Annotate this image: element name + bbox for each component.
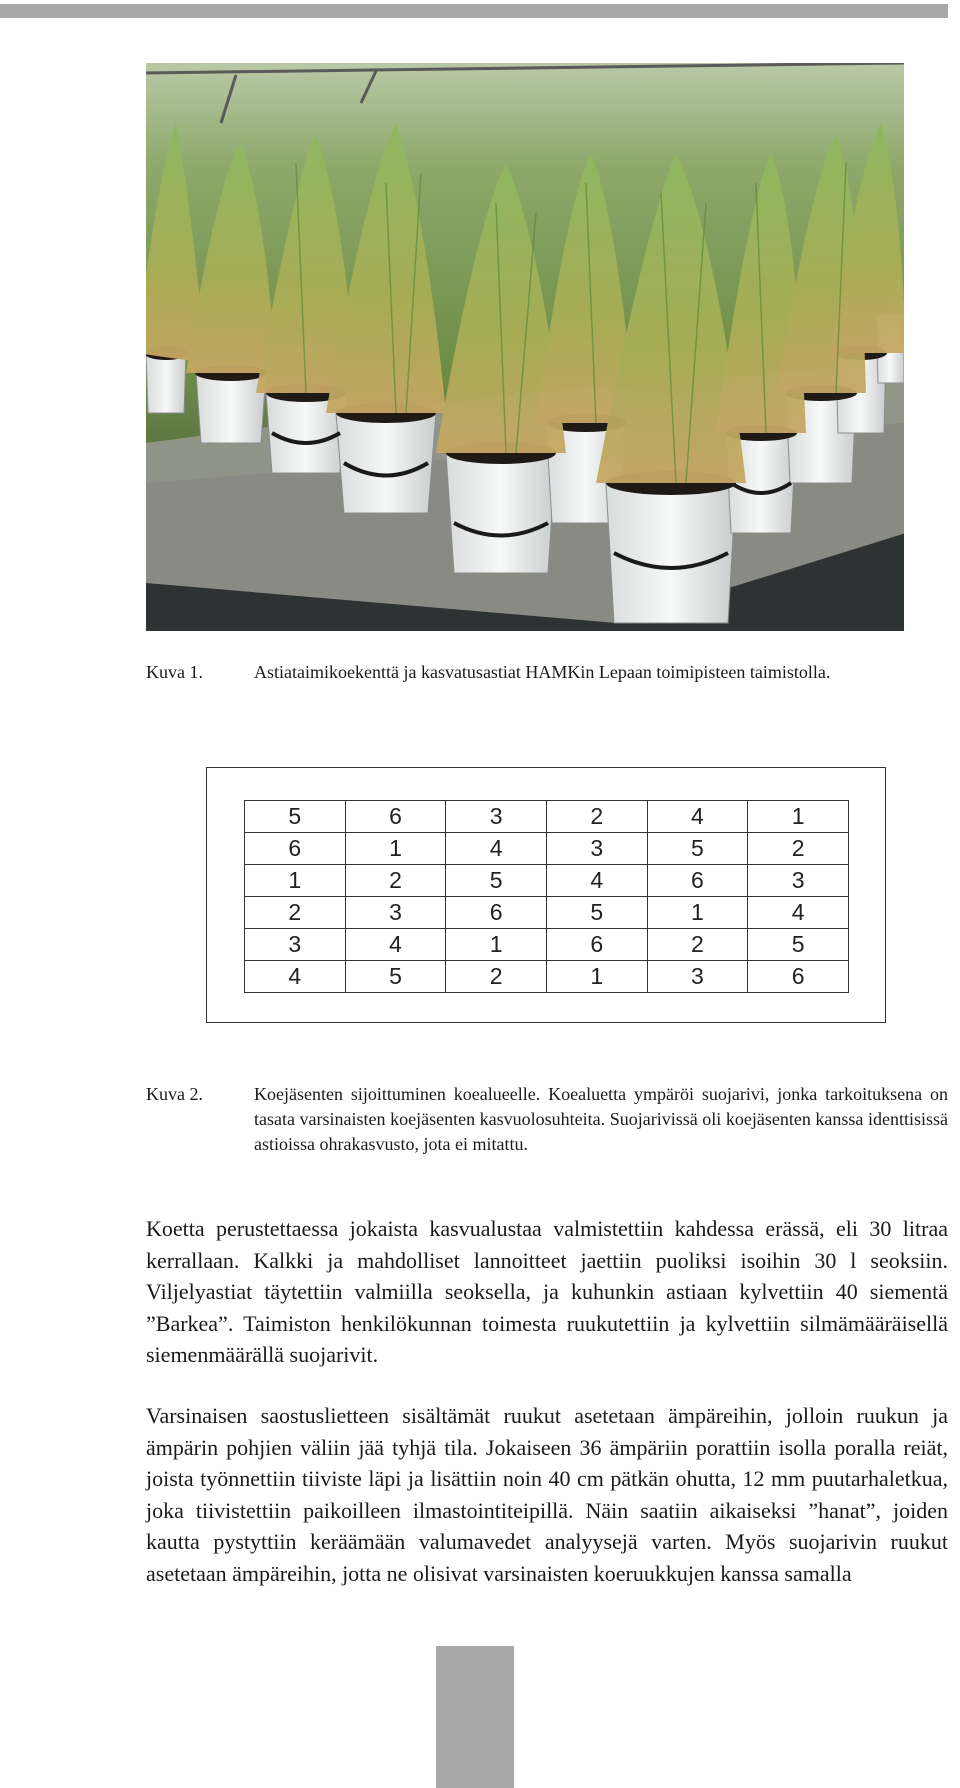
grid-cell: 5 [446,865,547,897]
grid-cell: 1 [345,833,446,865]
treatment-grid [244,800,849,993]
grid-row [245,929,849,961]
grid-cell: 1 [647,897,748,929]
grid-cell: 3 [546,833,647,865]
figure-1-label: Kuva 1. [146,662,203,682]
grid-cell: 6 [748,961,849,993]
grid-row [245,897,849,929]
figure-2-caption-text: Koejäsenten sijoittuminen koealueelle. Koealuetta ympäröi suojarivi, jonka tarkoituksena on tasata varsinaisten koejäsenten kasvuolosuhteita. Suojarivissä oli koejäsenten kanssa identtisissä astioissa ohrakasvusto, jota ei mitattu. [254,1084,948,1154]
figure-1-caption [146,660,948,685]
grid-cell: 6 [647,865,748,897]
grid-row [245,833,849,865]
grid-cell: 4 [546,865,647,897]
experiment-layout-figure [206,767,886,1023]
grid-cell: 5 [546,897,647,929]
grid-cell: 3 [647,961,748,993]
grid-cell: 1 [245,865,346,897]
grid-row [245,801,849,833]
grid-cell: 6 [546,929,647,961]
figure-2-label: Kuva 2. [146,1084,203,1104]
page-footer-bar [436,1646,514,1788]
grid-cell: 3 [446,801,547,833]
grid-row [245,865,849,897]
figure-2-caption [146,1082,948,1157]
grid-cell: 4 [345,929,446,961]
figure-1-caption-text: Astiataimikoekenttä ja kasvatusastiat HAMKin Lepaan toimipisteen taimistolla. [254,662,831,682]
grid-row [245,961,849,993]
grid-cell: 4 [647,801,748,833]
grid-cell: 3 [345,897,446,929]
grid-cell: 2 [647,929,748,961]
grid-cell: 3 [245,929,346,961]
grid-cell: 2 [748,833,849,865]
grid-cell: 3 [748,865,849,897]
body-paragraph-1: Koetta perustettaessa jokaista kasvualustaa valmistettiin kahdessa erässä, eli 30 litraa kerrallaan. Kalkki ja mahdolliset lannoitteet jaettiin puoliksi isoihin 30 l seoksiin. Viljelyastiat täytettiin valmiilla seoksella, ja kuhunkin astiaan kylvettiin 40 siementä ”Barkea”. Taimiston henkilökunnan toimesta ruukutettiin ja kylvettiin silmämääräisellä siemenmäärällä suojarivit. [146,1216,948,1367]
grid-cell: 2 [245,897,346,929]
grid-cell: 1 [446,929,547,961]
grid-cell: 5 [647,833,748,865]
grid-cell: 6 [245,833,346,865]
grid-cell: 6 [345,801,446,833]
grid-cell: 1 [546,961,647,993]
photo-illustration [146,63,904,631]
grid-cell: 2 [546,801,647,833]
page-header-bar [0,4,948,18]
grid-cell: 2 [345,865,446,897]
body-paragraph-2: Varsinaisen saostuslietteen sisältämät ruukut asetetaan ämpäreihin, jolloin ruukun ja ämpärin pohjien väliin jää tyhjä tila. Jokaiseen 36 ämpäriin porattiin isolla poralla reiät, joista työnnettiin tiiviste läpi ja lisättiin noin 40 cm pätkän ohutta, 12 mm puutarhaletkua, joka tiivistettiin paikoilleen ilmastointiteipillä. Näin saatiin aikaiseksi ”hanat”, joiden kautta pystyttiin keräämään valumavedet analyysejä varten. Myös suojarivin ruukut asetetaan ämpäreihin, jotta ne olisivat varsinaisten koeruukkujen kanssa samalla [146,1403,948,1586]
grid-cell: 4 [245,961,346,993]
grid-cell: 4 [748,897,849,929]
grid-cell: 2 [446,961,547,993]
grid-cell: 5 [748,929,849,961]
grid-cell: 4 [446,833,547,865]
grid-cell: 1 [748,801,849,833]
grid-cell: 5 [345,961,446,993]
grid-cell: 5 [245,801,346,833]
barley-pots-photo [146,63,904,631]
grid-cell: 6 [446,897,547,929]
